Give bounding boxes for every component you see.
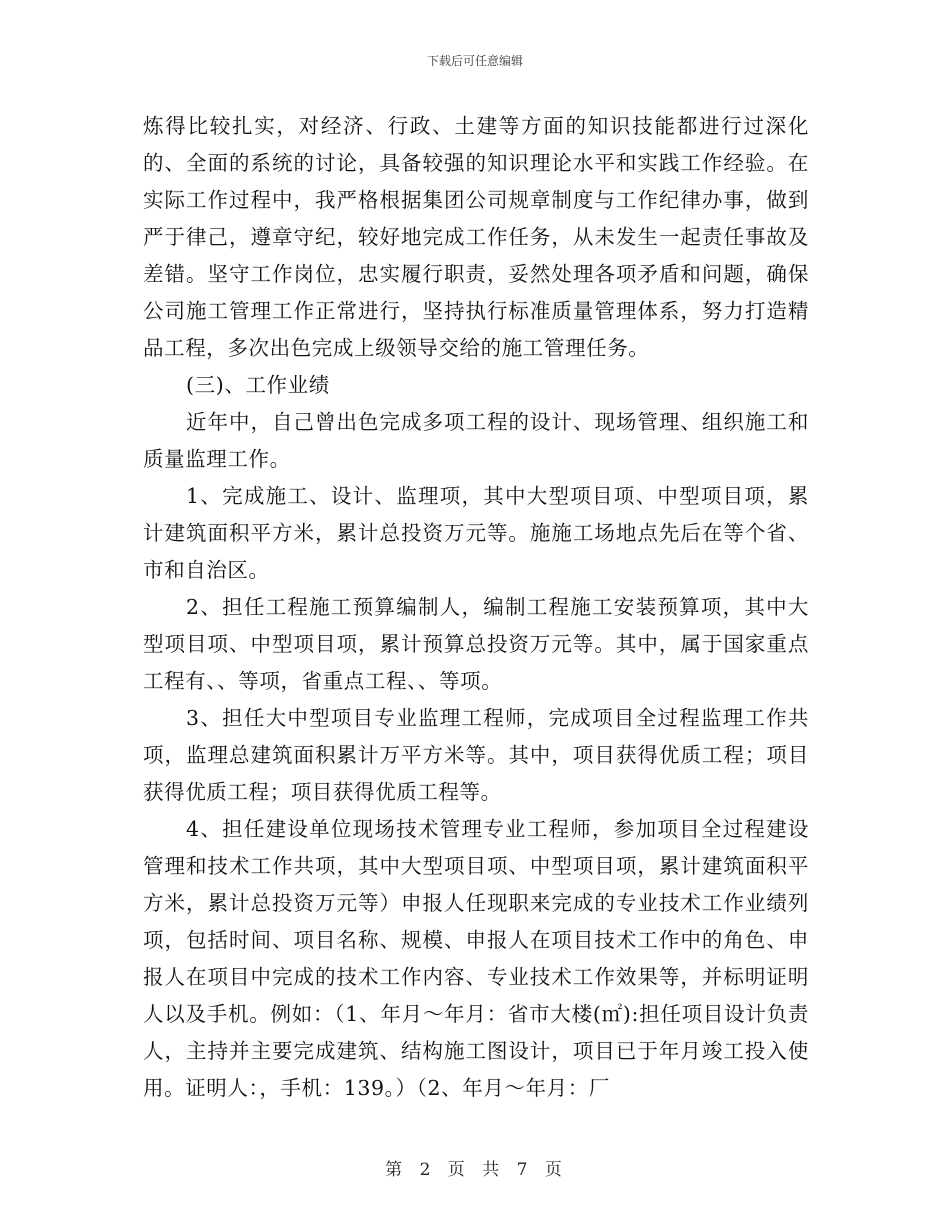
list-item-3: 3、担任大中型项目专业监理工程师，完成项目全过程监理工作共项，监理总建筑面积累计万平方米等。其中，项目获得优质工程；项目获得优质工程；项目获得优质工程等。 xyxy=(143,706,809,804)
paragraph-continuation: 炼得比较扎实，对经济、行政、土建等方面的知识技能都进行过深化的、全面的系统的讨论，具备较强的知识理论水平和实践工作经验。在实际工作过程中，我严格根据集团公司规章制度与工作纪律办事，做到严于律己，遵章守纪，较好地完成工作任务，从未发生一起责任事故及差错。坚守工作岗位，忠实履行职责，妥然处理各项矛盾和问题，确保公司施工管理工作正常进行，坚持执行标准质量管理体系，努力打造精品工程，多次出色完成上级领导交给的施工管理任务。 xyxy=(143,114,809,360)
paragraph-intro: 近年中，自己曾出色完成多项工程的设计、现场管理、组织施工和质量监理工作。 xyxy=(143,410,809,471)
document-body xyxy=(143,108,809,1107)
page-number-footer: 第 2 页 共 7 页 xyxy=(385,1160,565,1180)
list-item-2: 2、担任工程施工预算编制人，编制工程施工安装预算项，其中大型项目项、中型项目项，累计预算总投资万元等。其中，属于国家重点工程有、、等项，省重点工程、、等项。 xyxy=(143,595,809,693)
page-header: 下载后可任意编辑 xyxy=(426,54,523,68)
section-heading: (三)、工作业绩 xyxy=(186,373,330,397)
list-item-1: 1、完成施工、设计、监理项，其中大型项目项、中型项目项，累计建筑面积平方米，累计总投资万元等。施施工场地点先后在等个省、市和自治区。 xyxy=(143,484,809,582)
list-item-4: 4、担任建设单位现场技术管理专业工程师，参加项目全过程建设管理和技术工作共项，其中大型项目项、中型项目项，累计建筑面积平方米，累计总投资万元等）申报人任现职来完成的专业技术工作业绩列项，包括时间、项目名称、规模、申报人在项目技术工作中的角色、申报人在项目中完成的技术工作内容、专业技术工作效果等，并标明证明人以及手机。例如：（1、年月～年月：省市大楼(㎡):担任项目设计负责人，主持并主要完成建筑、结构施工图设计，项目已于年月竣工投入使用。证明人：，手机：139。）（2、年月～年月：厂 xyxy=(143,817,809,1100)
